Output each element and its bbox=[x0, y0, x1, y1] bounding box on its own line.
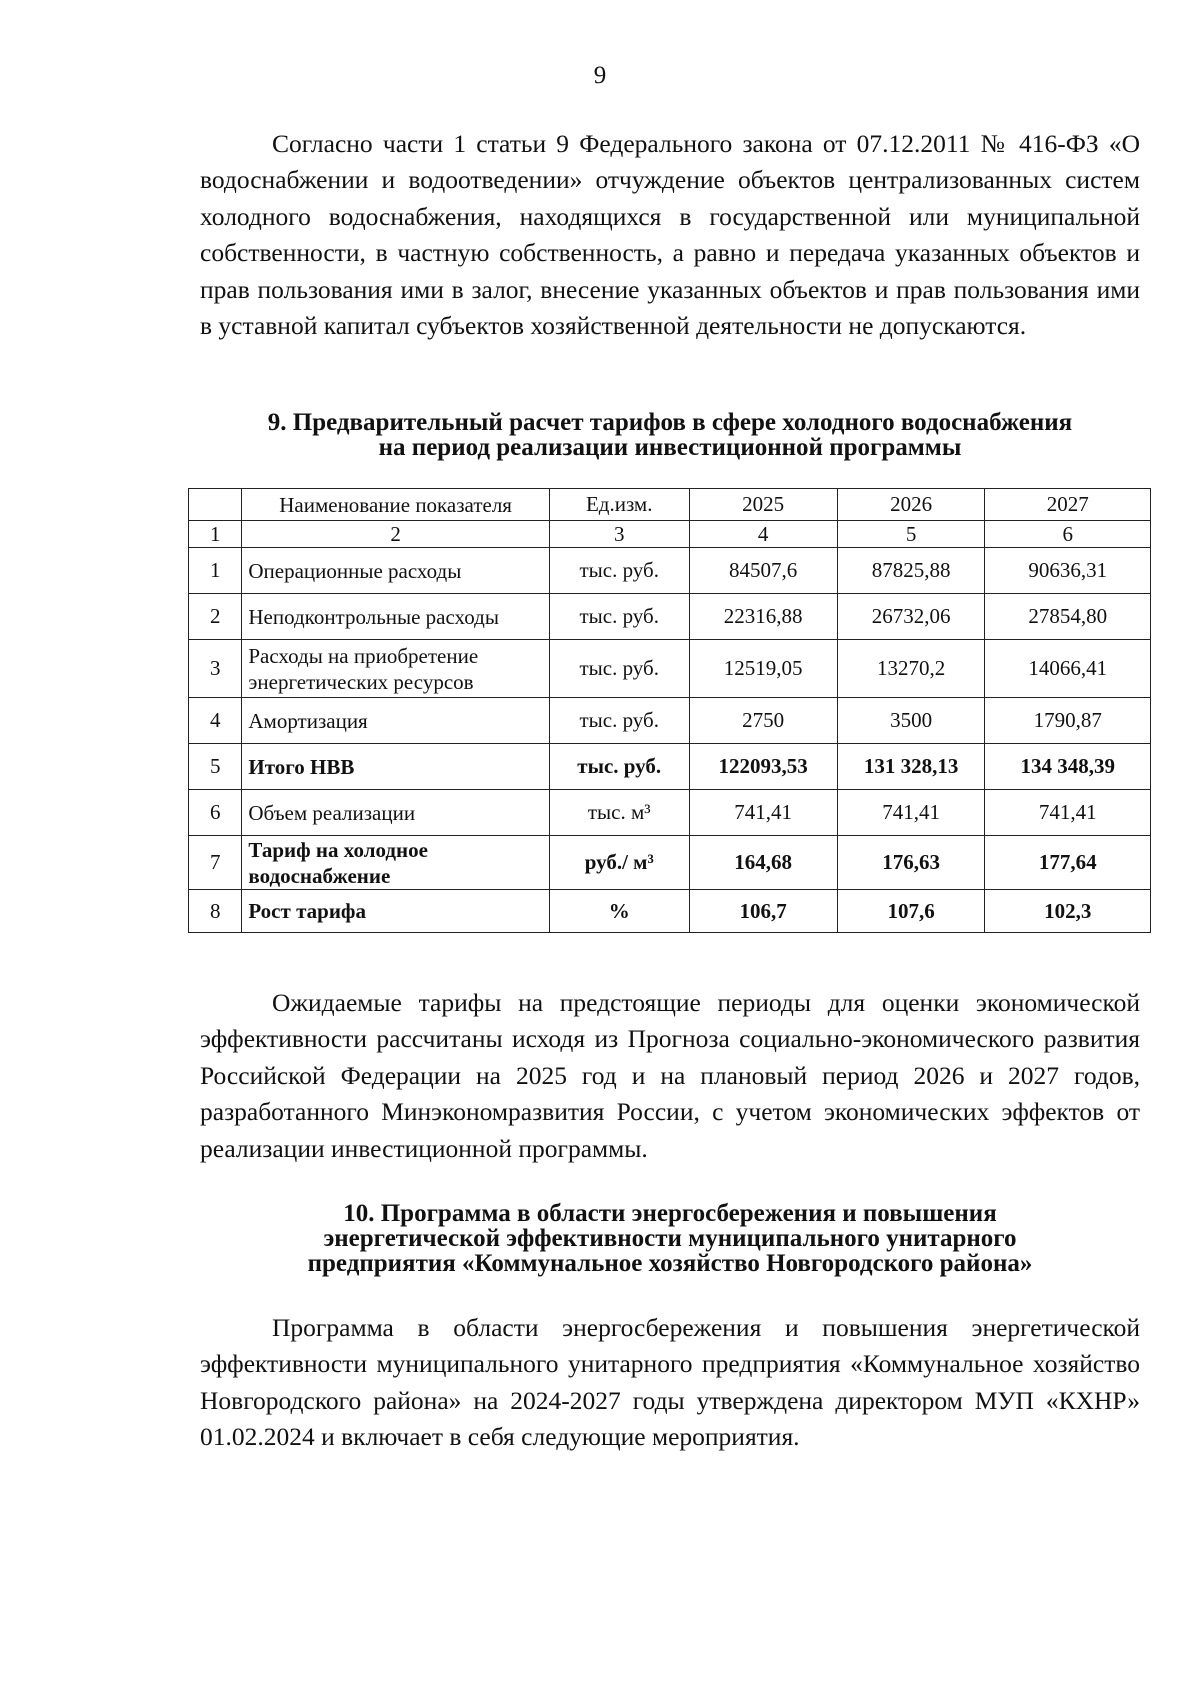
value-2027: 27854,80 bbox=[985, 594, 1151, 640]
numbering-cell: 2 bbox=[242, 521, 549, 548]
numbering-cell: 3 bbox=[549, 521, 689, 548]
value-2026: 176,63 bbox=[837, 836, 985, 890]
table-row bbox=[189, 790, 1151, 836]
numbering-cell: 4 bbox=[689, 521, 837, 548]
paragraph-expected-tariffs bbox=[200, 985, 1140, 1167]
value-2026: 26732,06 bbox=[837, 594, 985, 640]
header-cell: 2026 bbox=[837, 489, 985, 521]
heading-line: предприятия «Коммунальное хозяйство Новгородского района» bbox=[307, 1250, 1033, 1277]
row-name: Итого НВВ bbox=[242, 744, 549, 790]
table-row-total bbox=[189, 744, 1151, 790]
row-unit: % bbox=[549, 890, 689, 933]
table-row bbox=[189, 698, 1151, 744]
row-name: Рост тарифа bbox=[242, 890, 549, 933]
row-unit: тыс. руб. bbox=[549, 594, 689, 640]
value-2026: 741,41 bbox=[837, 790, 985, 836]
numbering-cell: 5 bbox=[837, 521, 985, 548]
value-2025: 122093,53 bbox=[689, 744, 837, 790]
header-cell: 2027 bbox=[985, 489, 1151, 521]
table-row-tariff bbox=[189, 836, 1151, 890]
row-number: 5 bbox=[189, 744, 242, 790]
table-row bbox=[189, 594, 1151, 640]
value-2027: 741,41 bbox=[985, 790, 1151, 836]
row-unit: тыс. руб. bbox=[549, 698, 689, 744]
paragraph-energy-program bbox=[200, 1310, 1140, 1456]
value-2027: 14066,41 bbox=[985, 640, 1151, 698]
row-name: Операционные расходы bbox=[242, 548, 549, 594]
heading-line: 9. Предварительный расчет тарифов в сфере холодного водоснабжения bbox=[267, 409, 1073, 436]
value-2026: 13270,2 bbox=[837, 640, 985, 698]
row-name: Объем реализации bbox=[242, 790, 549, 836]
row-unit: тыс. руб. bbox=[549, 744, 689, 790]
heading-line: 10. Программа в области энергосбережения и повышения bbox=[343, 1200, 997, 1227]
row-number: 1 bbox=[189, 548, 242, 594]
section-9-heading bbox=[180, 410, 1160, 460]
value-2026: 87825,88 bbox=[837, 548, 985, 594]
header-cell: 2025 bbox=[689, 489, 837, 521]
numbering-cell: 1 bbox=[189, 521, 242, 548]
row-unit: руб./ м³ bbox=[549, 836, 689, 890]
paragraph-text: Согласно части 1 статьи 9 Федерального закона от 07.12.2011 № 416-ФЗ «О водоснабжении и водоотведении» отчуждение объектов централизованных систем холодного водоснабжения, находящихся в государственной или муниципальной собственности, в частную собственность, а равно и передача указанных объектов и прав пользования ими в залог, внесение указанных объектов и прав пользования ими в уставной капитал субъектов хозяйственной деятельности не допускаются. bbox=[200, 129, 1140, 341]
paragraph-alienation-rule bbox=[200, 126, 1140, 344]
value-2025: 106,7 bbox=[689, 890, 837, 933]
row-number: 4 bbox=[189, 698, 242, 744]
value-2027: 90636,31 bbox=[985, 548, 1151, 594]
table-header-row bbox=[189, 489, 1151, 521]
value-2025: 164,68 bbox=[689, 836, 837, 890]
table-row bbox=[189, 548, 1151, 594]
value-2025: 84507,6 bbox=[689, 548, 837, 594]
row-number: 3 bbox=[189, 640, 242, 698]
row-name: Расходы на приобретение энергетических ресурсов bbox=[242, 640, 549, 698]
row-number: 7 bbox=[189, 836, 242, 890]
header-cell: Наименование показателя bbox=[242, 489, 549, 521]
table-row-growth bbox=[189, 890, 1151, 933]
row-number: 6 bbox=[189, 790, 242, 836]
row-name: Амортизация bbox=[242, 698, 549, 744]
value-2025: 22316,88 bbox=[689, 594, 837, 640]
row-name: Неподконтрольные расходы bbox=[242, 594, 549, 640]
value-2027: 102,3 bbox=[985, 890, 1151, 933]
row-unit: тыс. руб. bbox=[549, 548, 689, 594]
value-2027: 1790,87 bbox=[985, 698, 1151, 744]
row-unit: тыс. руб. bbox=[549, 640, 689, 698]
tariff-table bbox=[188, 488, 1151, 933]
page-number: 9 bbox=[593, 62, 607, 89]
value-2025: 2750 bbox=[689, 698, 837, 744]
numbering-cell: 6 bbox=[985, 521, 1151, 548]
row-name: Тариф на холодное водоснабжение bbox=[242, 836, 549, 890]
paragraph-text: Программа в области энергосбережения и повышения энергетической эффективности муниципального унитарного предприятия «Коммунальное хозяйство Новгородского района» на 2024-2027 годы утверждена директором МУП «КХНР» 01.02.2024 и включает в себя следующие мероприятия. bbox=[200, 1313, 1140, 1452]
table-numbering-row bbox=[189, 521, 1151, 548]
value-2027: 134 348,39 bbox=[985, 744, 1151, 790]
value-2025: 12519,05 bbox=[689, 640, 837, 698]
header-cell: Ед.изм. bbox=[549, 489, 689, 521]
section-10-heading bbox=[180, 1201, 1160, 1276]
row-number: 8 bbox=[189, 890, 242, 933]
value-2026: 131 328,13 bbox=[837, 744, 985, 790]
paragraph-text: Ожидаемые тарифы на предстоящие периоды для оценки экономической эффективности рассчитаны исходя из Прогноза социально-экономического развития Российской Федерации на 2025 год и на плановый период 2026 и 2027 годов, разработанного Минэкономразвития России, с учетом экономических эффектов от реализации инвестиционной программы. bbox=[200, 988, 1140, 1163]
value-2026: 3500 bbox=[837, 698, 985, 744]
value-2025: 741,41 bbox=[689, 790, 837, 836]
value-2026: 107,6 bbox=[837, 890, 985, 933]
row-number: 2 bbox=[189, 594, 242, 640]
heading-line: на период реализации инвестиционной программы bbox=[378, 434, 962, 461]
value-2027: 177,64 bbox=[985, 836, 1151, 890]
header-cell bbox=[189, 489, 242, 521]
heading-line: энергетической эффективности муниципального унитарного bbox=[323, 1225, 1017, 1252]
row-unit: тыс. м³ bbox=[549, 790, 689, 836]
table-row bbox=[189, 640, 1151, 698]
